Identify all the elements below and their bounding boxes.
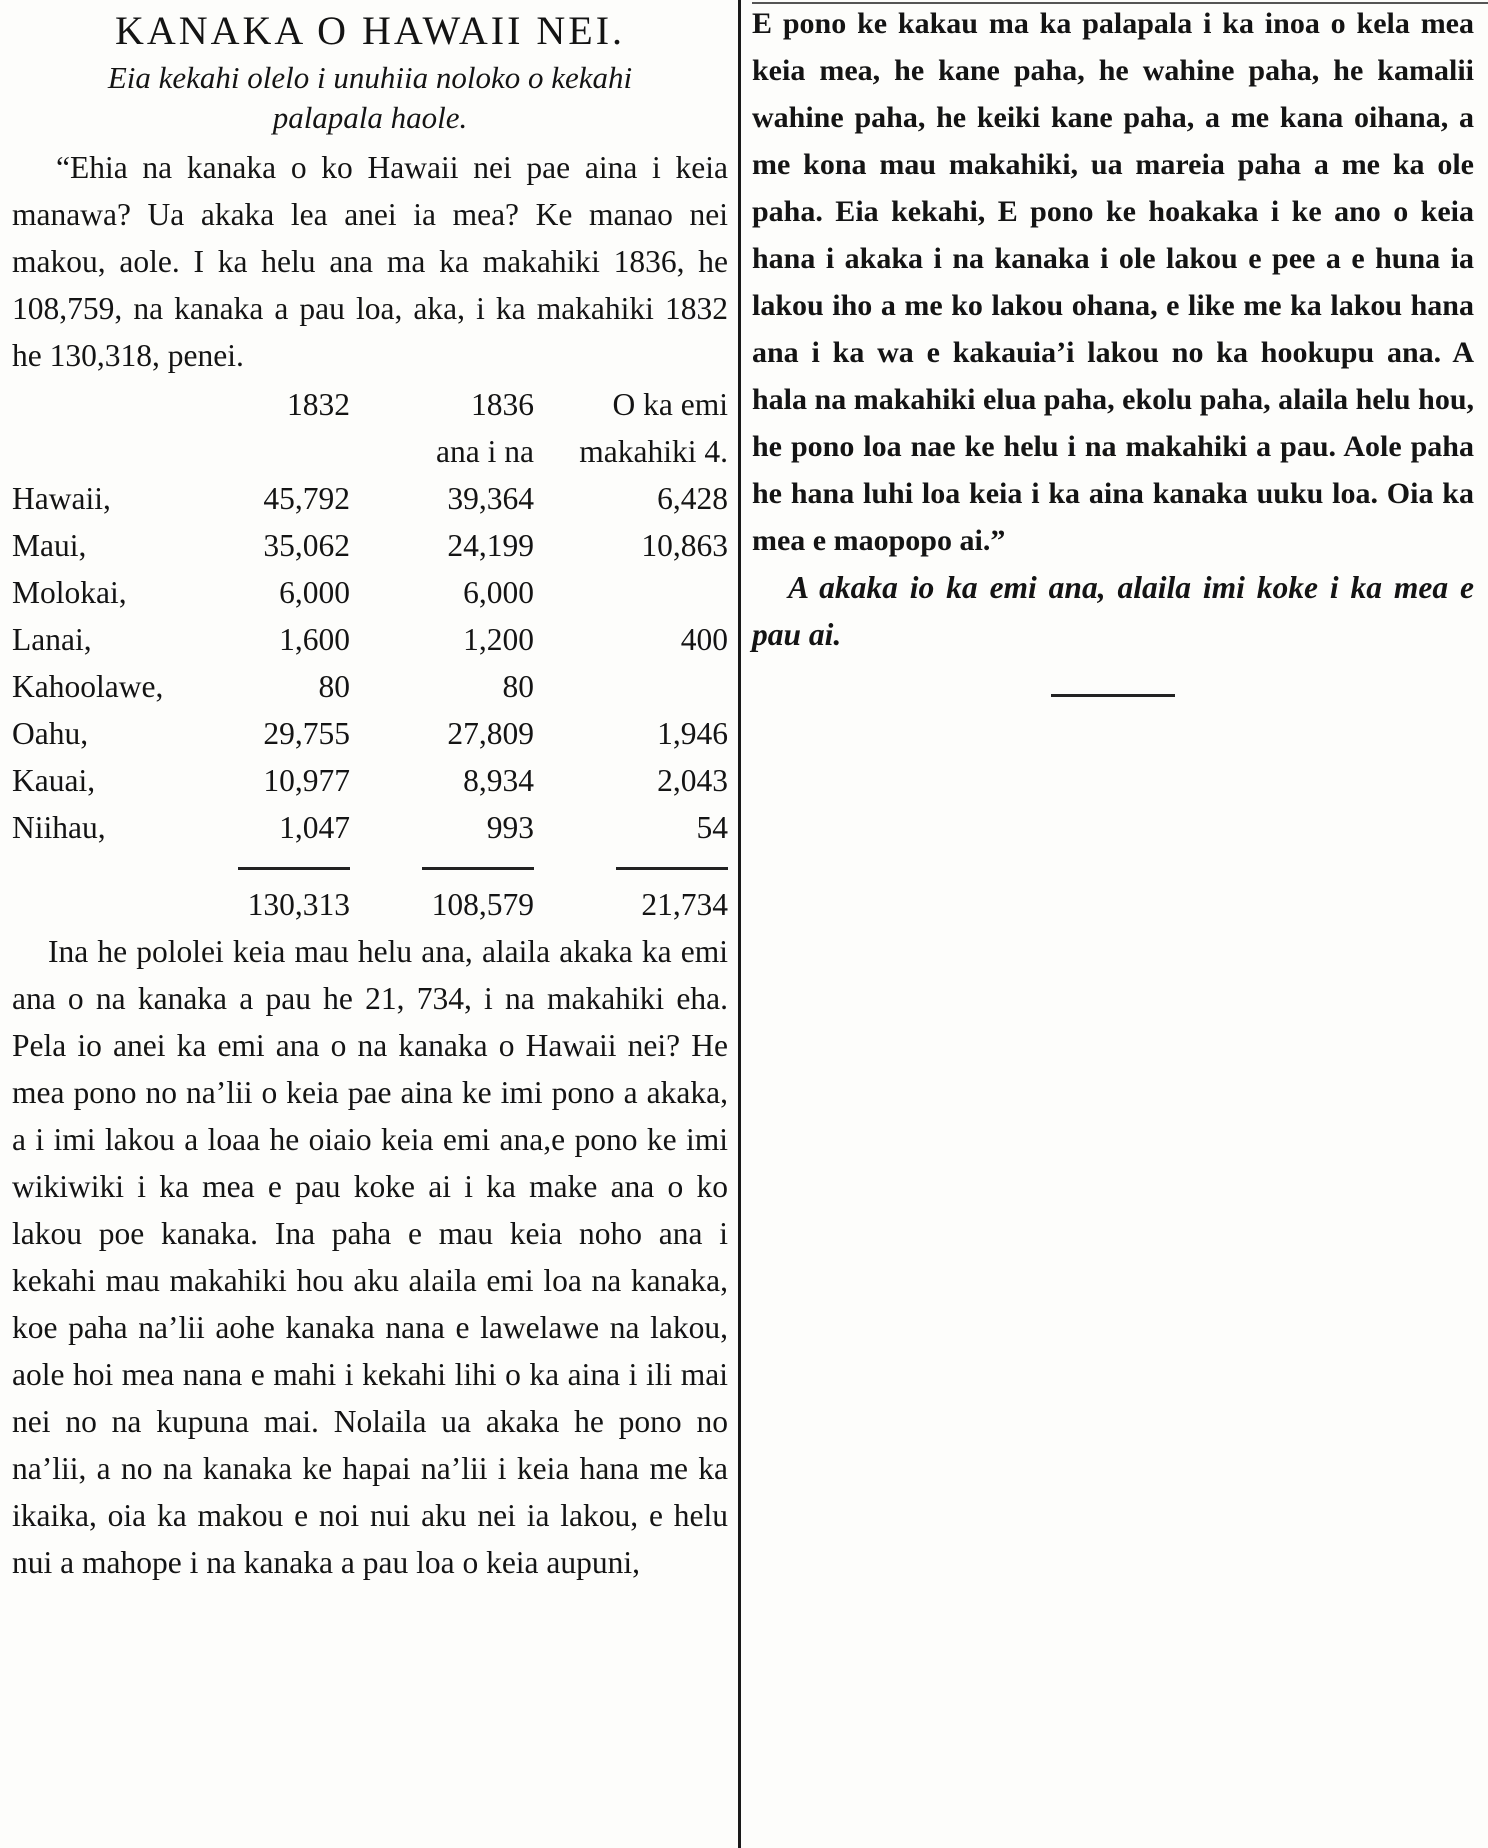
table-cell: 6,000 (279, 575, 350, 610)
table-row (12, 804, 728, 851)
article-subtitle (12, 58, 728, 138)
island-name: Oahu, (12, 716, 89, 751)
table-cell: 6,428 (657, 481, 728, 516)
table-cell: 400 (680, 622, 728, 657)
column-divider (738, 0, 741, 1848)
table-row (12, 522, 728, 569)
header-cell (12, 428, 226, 475)
totals-rule-row (12, 851, 728, 881)
intro-paragraph: “Ehia na kanaka o ko Hawaii nei pae aina i keia manawa? Ua akaka lea anei ia mea? Ke manao nei makou, aole. I ka helu ana ma ka makahiki 1836, he 108,759, na kanaka a pau loa, aka, i ka makahiki 1832 he 130,318, penei. (12, 150, 728, 373)
article-title: KANAKA O HAWAII NEI. (114, 8, 626, 53)
table-cell: 10,977 (263, 763, 350, 798)
subtitle-line-1: Eia kekahi olelo i unuhiia noloko o kekahi (107, 60, 633, 95)
table-cell: 6,000 (463, 575, 534, 610)
header-cell (226, 428, 350, 475)
left-column (12, 0, 728, 1586)
table-cell: 1,946 (657, 716, 728, 751)
total-cell (12, 881, 226, 928)
table-cell: 10,863 (641, 528, 728, 563)
header-cell: 1832 (287, 387, 350, 422)
island-name: Lanai, (12, 622, 92, 657)
total-cell: 21,734 (641, 887, 728, 922)
header-cell (12, 381, 226, 428)
table-row (12, 616, 728, 663)
table-cell: 45,792 (263, 481, 350, 516)
total-cell: 130,313 (247, 887, 350, 922)
header-cell: O ka emi (612, 387, 728, 422)
section-divider (752, 684, 1474, 702)
table-cell: 1,600 (279, 622, 350, 657)
table-cell: 2,043 (657, 763, 728, 798)
header-cell: ana i na (436, 434, 534, 469)
table-cell (534, 663, 728, 710)
table-cell: 993 (486, 810, 534, 845)
table-cell: 80 (318, 669, 350, 704)
island-name: Molokai, (12, 575, 127, 610)
total-cell: 108,579 (431, 887, 534, 922)
header-cell: 1836 (471, 387, 534, 422)
right-column (752, 0, 1474, 702)
table-cell: 8,934 (463, 763, 534, 798)
island-name: Kahoolawe, (12, 669, 164, 704)
table-cell: 1,047 (279, 810, 350, 845)
closing-paragraph: A akaka io ka emi ana, alaila imi koke i ka mea e pau ai. (752, 570, 1474, 652)
island-name: Kauai, (12, 763, 96, 798)
sum-rule (422, 867, 534, 870)
table-cell: 35,062 (263, 528, 350, 563)
continuation-paragraph: E pono ke kakau ma ka palapala i ka inoa o kela mea keia mea, he kane paha, he wahine paha, he kamalii wahine paha, he keiki kane paha, a me kana oihana, a me kona mau makahiki, ua mareia paha a me ka ole paha. Eia kekahi, E pono ke hoakaka i ke ano o keia hana i akaka i na kanaka i ole lakou e pee a e huna ia lakou iho a me ko lakou ohana, e like me ka lakou hana ana i ka wa e kakauia’i lakou no ka hookupu ana. A hala na makahiki elua paha, ekolu paha, alaila helu hou, he pono loa nae ke helu i na makahiki a pau. Aole paha he hana luhi loa keia i ka aina kanaka uuku loa. Oia ka mea e maopopo ai.” (752, 7, 1474, 557)
table-row (12, 663, 728, 710)
table-cell: 1,200 (463, 622, 534, 657)
totals-row (12, 881, 728, 928)
table-cell: 29,755 (263, 716, 350, 751)
body-paragraph: Ina he pololei keia mau helu ana, alaila akaka ka emi ana o na kanaka a pau he 21, 734, i na makahiki eha. Pela io anei ka emi ana o na kanaka o Hawaii nei? He mea pono no na’lii o keia pae aina ke imi pono a akaka, a i imi lakou a loaa he oiaio keia emi ana,e pono ke imi wikiwiki i ka mea e pau koke ai i ka make ana o ko lakou poe kanaka. Ina paha e mau keia noho ana i kekahi mau makahiki hou aku alaila emi loa na kanaka, koe paha na’lii aohe kanaka nana e lawelawe na lakou, aole hoi mea nana e mahi i kekahi lihi o ka aina i ili mai nei no na kupuna mai. Nolaila ua akaka he pono no na’lii, a no na kanaka ke hapai na’lii i keia hana me ka ikaika, oia ka makou e noi nui aku nei ia lakou, e helu nui a mahope i na kanaka a pau loa o keia aupuni, (12, 934, 728, 1580)
table-row (12, 710, 728, 757)
header-cell: makahiki 4. (579, 434, 728, 469)
table-row (12, 569, 728, 616)
table-row (12, 475, 728, 522)
sum-rule (616, 867, 728, 870)
table-cell: 54 (696, 810, 728, 845)
table-header-row (12, 381, 728, 428)
island-name: Niihau, (12, 810, 106, 845)
census-table (12, 381, 728, 928)
table-cell: 24,199 (447, 528, 534, 563)
table-header-row (12, 428, 728, 475)
sum-rule (238, 867, 350, 870)
table-cell: 27,809 (447, 716, 534, 751)
island-name: Hawaii, (12, 481, 111, 516)
table-cell: 80 (502, 669, 534, 704)
subtitle-line-2: palapala haole. (272, 100, 468, 135)
table-row (12, 757, 728, 804)
table-cell (534, 569, 728, 616)
island-name: Maui, (12, 528, 87, 563)
table-cell: 39,364 (447, 481, 534, 516)
